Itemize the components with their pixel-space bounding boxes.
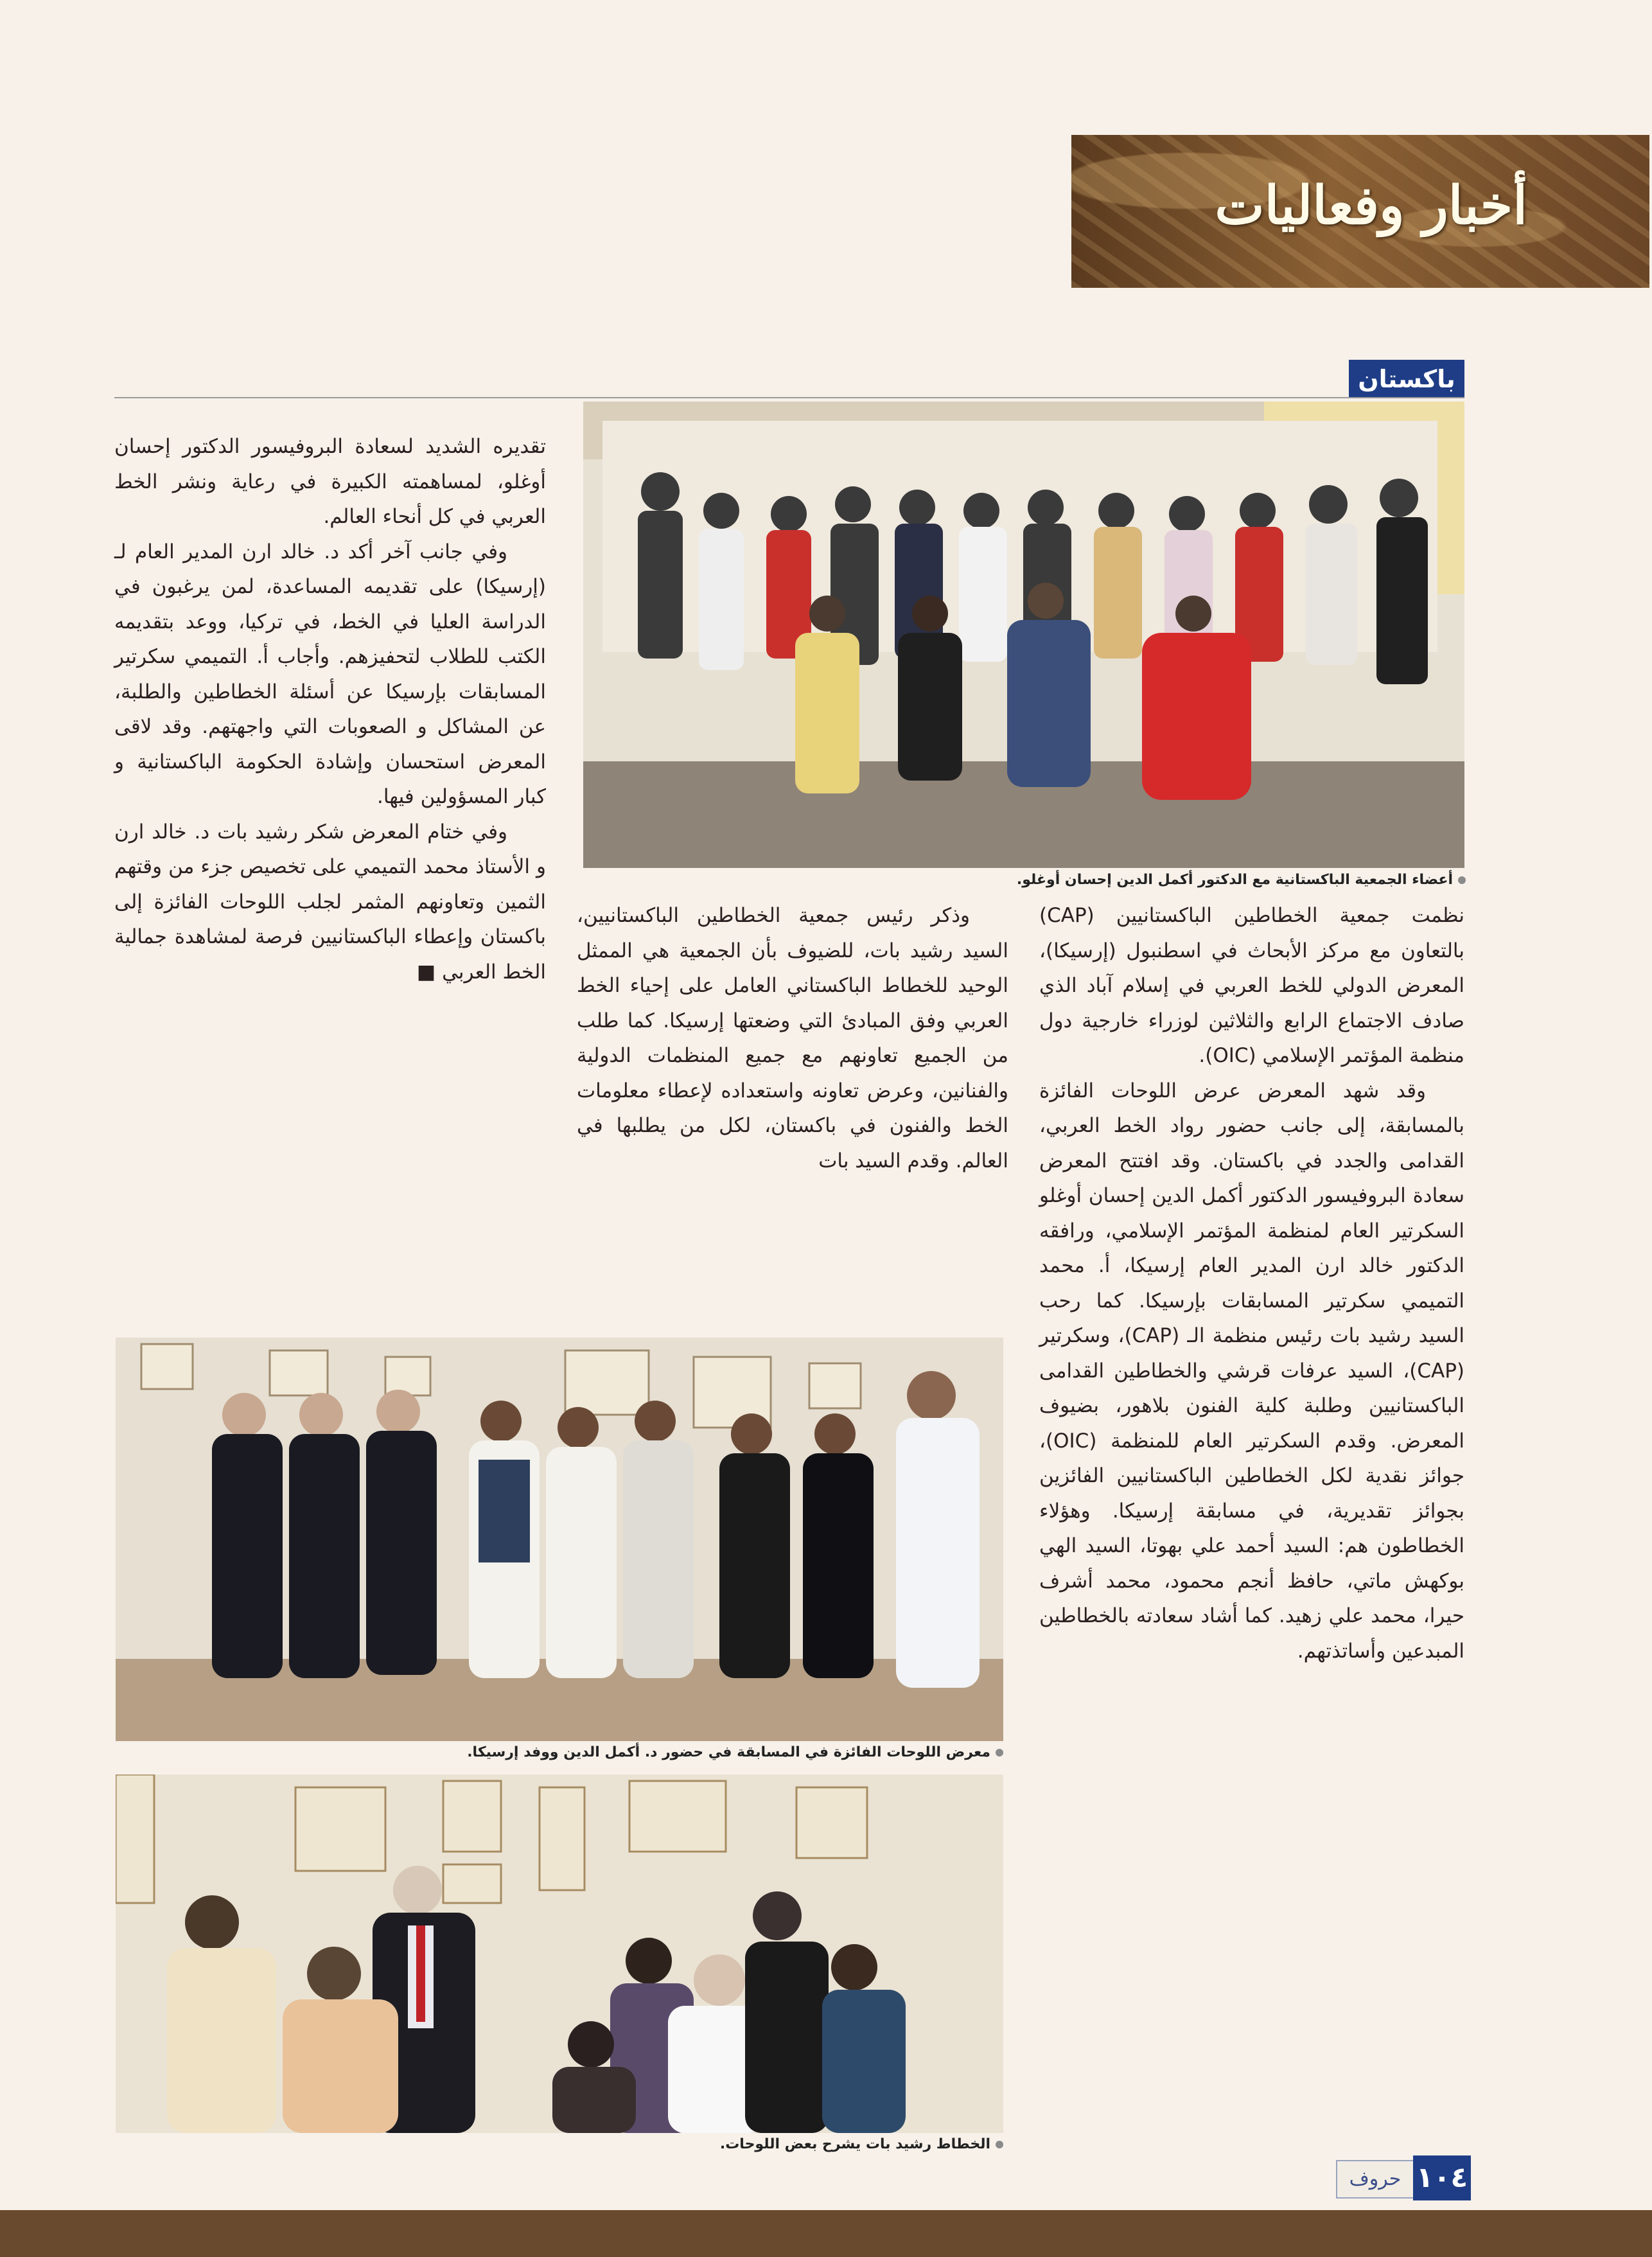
article-column-right <box>1039 898 1464 1668</box>
paragraph: وفي جانب آخر أكد د. خالد ارن المدير العام لـ (إرسيكا) على تقديمه المساعدة، لمن يرغبون في الدراسة العليا في الخط، في تركيا، ووعد بتقديمه الكتب للطلاب لتحفيزهم. وأجاب أ. التميمي سكرتير المسابقات بإرسيكا عن أسئلة الخطاطين والطلبة، عن المشاكل و الصعوبات التي واجهتهم. وقد لاقى المعرض استحسان وإشادة الحكومة الباكستانية و كبار المسؤولين فيها. <box>114 540 546 808</box>
footer-bar <box>0 2210 1652 2257</box>
paragraph: وذكر رئيس جمعية الخطاطين الباكستانيين، السيد رشيد بات، للضيوف بأن الجمعية هي الممثل الوحيد للخطاط الباكستاني العامل على إحياء الخط العربي وفق المبادئ التي وضعتها إرسيكا. كما طلب من الجميع تعاونهم مع جميع المنظمات الدولية والفنانين، وعرض تعاونه واستعداده لإعطاء معلومات الخط والفنون في باكستان، لكل من يطلبها في العالم. وقدم السيد بات <box>577 904 1008 1173</box>
magazine-logo: حروف <box>1336 2160 1414 2199</box>
caption-bullet-icon <box>1458 876 1466 884</box>
paragraph: وفي ختام المعرض شكر رشيد بات د. خالد ارن و الأستاذ محمد التميمي على تخصيص جزء من وقتهم الثمين وتعاونهم المثمر لجلب اللوحات الفائزة إلى باكستان وإعطاء الباكستانيين فرصة لمشاهدة جمالية الخط العربي ■ <box>114 820 546 984</box>
section-banner <box>1071 135 1649 288</box>
article-column-middle <box>577 898 1008 1178</box>
section-title: أخبار وفعاليات <box>1215 175 1527 236</box>
explanation-photo <box>116 1775 1003 2133</box>
page-number: ١٠٤ <box>1413 2155 1471 2200</box>
explanation-photo-illustration <box>116 1775 1003 2133</box>
divider <box>114 397 1464 398</box>
photo-caption: الخطاط رشيد بات يشرح بعض اللوحات. <box>720 2136 1003 2152</box>
exhibition-photo-illustration <box>116 1338 1003 1741</box>
group-photo <box>583 402 1464 868</box>
paragraph: وقد شهد المعرض عرض اللوحات الفائزة بالمسابقة، إلى جانب حضور رواد الخط العربي، القدامى والجدد في باكستان. وقد افتتح المعرض سعادة البروفيسور الدكتور أكمل الدين إحسان أوغلو السكرتير العام لمنظمة المؤتمر الإسلامي، ورافقه الدكتور خالد ارن المدير العام إرسيكا، أ. محمد التميمي سكرتير المسابقات بإرسيكا. كما رحب السيد رشيد بات رئيس منظمة الـ (CAP)، وسكرتير (CAP)، السيد عرفات قرشي والخطاطين القدامى الباكستانيين وطلبة كلية الفنون بلاهور، بضيوف المعرض. وقدم السكرتير العام للمنظمة (OIC)، جوائز نقدية لكل الخطاطين الباكستانيين الفائزين بجوائز تقديرية، في مسابقة إرسيكا. وهؤلاء الخطاطون هم: السيد أحمد علي بهوتا، السيد الهي بوكهش ماتي، حافظ أنجم محمود، محمد أشرف حيرا، محمد علي زهيد. كما أشاد سعادته بالخطاطين المبدعين وأساتذتهم. <box>1039 1079 1464 1663</box>
paragraph: تقديره الشديد لسعادة البروفيسور الدكتور إحسان أوغلو، لمساهمته الكبيرة في رعاية ونشر الخط العربي في كل أنحاء العالم. <box>114 435 546 528</box>
exhibition-photo <box>116 1338 1003 1741</box>
group-photo-illustration <box>583 402 1464 868</box>
caption-bullet-icon <box>996 1749 1003 1757</box>
photo-caption: أعضاء الجمعية الباكستانية مع الدكتور أكمل الدين إحسان أوغلو. <box>1017 872 1466 888</box>
article-column-left <box>114 429 546 989</box>
caption-bullet-icon <box>996 2141 1003 2148</box>
country-tag: باكستان <box>1349 360 1464 398</box>
paragraph: نظمت جمعية الخطاطين الباكستانيين (CAP) بالتعاون مع مركز الأبحاث في اسطنبول (إرسيكا)، المعرض الدولي للخط العربي في إسلام آباد الذي صادف الاجتماع الرابع والثلاثين لوزراء خارجية دول منظمة المؤتمر الإسلامي (OIC). <box>1039 904 1464 1067</box>
photo-caption: معرض اللوحات الفائزة في المسابقة في حضور د. أكمل الدين ووفد إرسيكا. <box>467 1744 1003 1760</box>
